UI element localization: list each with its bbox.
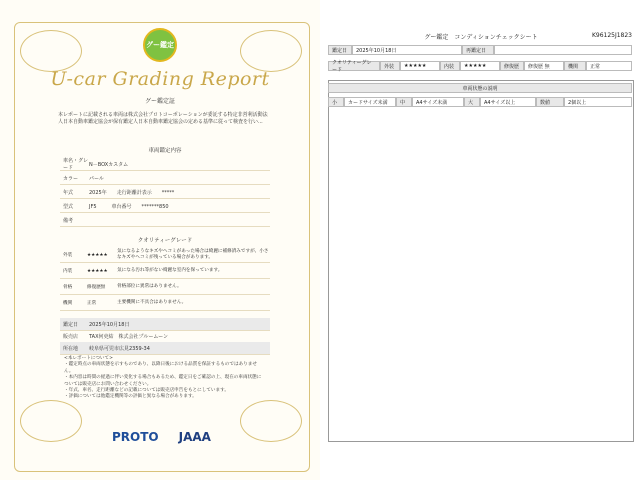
grade-value: ★★★★★ [460, 61, 500, 71]
state-outline [328, 80, 634, 442]
vehicle-row [60, 172, 270, 185]
row-label: 年式 [63, 189, 74, 196]
grade-value: ★★★★★ [400, 61, 440, 71]
condition-label: 骨格 [63, 285, 73, 290]
state-title: 車両状態の説明 [328, 83, 632, 93]
row-label: 型式 [63, 203, 74, 210]
legend-value: 2個以上 [564, 97, 632, 107]
logo-row [112, 430, 211, 444]
condition-desc: 気になるようなキズやヘコミがあった場合は綺麗に補修済みですが、小さなキズやヘコミが残っている場合があります。 [117, 249, 269, 260]
legend-row [328, 96, 632, 108]
row-value: TAX何吏結 株式会社プルームーン [89, 333, 168, 340]
grade-row [328, 60, 632, 72]
vehicle-row [60, 200, 270, 213]
legend-label: 小 [328, 97, 344, 107]
notes-title: <本レポートについて> [64, 356, 113, 361]
condition-rating: ★★★★★ [87, 268, 108, 274]
condition-desc: 主要機関に不具合はありません。 [117, 300, 187, 305]
grade-label: 外装 [380, 61, 400, 71]
note-line: ・年式、車名、走行距離などの記載については販売店申告をもとにしています。 [64, 388, 229, 394]
report-title: U-car Grading Report [50, 68, 270, 90]
intro-paragraph: 本レポートに記載される車両は株式会社プロトコーポレーションが委託する特定非営利活動法人日本自動車鑑定協会が保有鑑定人日本自動車鑑定協会の定める基準に従って検査を行い... [58, 112, 268, 125]
note-line: ・本内容は時間の経過に伴い変化する場合もあるため、鑑定日をご確認の上、現在の車両状態については販売店にお問い合わせください。 [64, 375, 262, 387]
date-label: 鑑定日 [328, 45, 352, 55]
condition-rating: ★★★★★ [87, 252, 108, 258]
appraisal-row [60, 342, 270, 355]
row-value: パール [89, 175, 104, 182]
grade-value: 修復歴 無 [524, 61, 564, 71]
sheet-title: グー鑑定 コンディションチェックシート [424, 34, 538, 41]
proto-logo: PROTO [112, 430, 159, 444]
row-value: 2025年10月18日 [89, 321, 130, 328]
flourish-bottom-right [240, 400, 302, 442]
recheck-label: 再鑑定日 [462, 45, 494, 55]
row-value: N－BOXカスタム [89, 161, 129, 168]
legend-label: 数値 [536, 97, 564, 107]
note-line: ・評価については他鑑定機関等の評価と異なる場合があります。 [64, 394, 197, 400]
grade-label: 修復歴 [500, 61, 524, 71]
grade-label: 機関 [564, 61, 586, 71]
legend-value: カードサイズ未満 [344, 97, 396, 107]
condition-desc: 骨格部位に異常はありません。 [117, 284, 182, 289]
row-label: 車名・グレード [63, 158, 89, 171]
row-value: 2025年 走行距離計表示 ***** [89, 189, 175, 196]
vehicle-row [60, 186, 270, 199]
condition-row [60, 248, 270, 263]
row-label: カラー [63, 175, 79, 182]
legend-label: 中 [396, 97, 412, 107]
condition-label: 機関 [63, 301, 73, 306]
state-title-row [328, 82, 632, 94]
condition-label: 内装 [63, 269, 73, 274]
condition-label: 外装 [63, 253, 73, 258]
sheet-number: K96125J1823 [591, 32, 632, 39]
condition-rating: 正常 [87, 301, 97, 306]
legend-value: A4サイズ未満 [412, 97, 464, 107]
vehicle-row [60, 214, 270, 227]
grade-label: クオリティーグレード [328, 61, 380, 71]
condition-row [60, 296, 270, 311]
row-value: 岐阜県可児市広見2359-34 [89, 345, 150, 352]
condition-row [60, 264, 270, 279]
vehicle-row [60, 158, 270, 171]
badge-label: グー鑑定 [146, 41, 174, 49]
quality-section-title: クオリティーグレード [137, 238, 193, 244]
notes-block [64, 356, 264, 401]
legend-label: 大 [464, 97, 480, 107]
row-label: 備考 [63, 217, 74, 224]
condition-desc: 気になる汚れ等がない綺麗な室内を保っています。 [117, 268, 223, 273]
condition-row [60, 280, 270, 295]
date-value: 2025年10月18日 [352, 45, 462, 55]
date-row [328, 44, 632, 56]
report-subtitle: グー鑑定証 [144, 98, 175, 105]
legend-value: A4サイズ以上 [480, 97, 536, 107]
row-label: 所在地 [63, 345, 79, 352]
row-label: 鑑定日 [63, 321, 79, 328]
goo-appraisal-badge [143, 28, 177, 62]
row-label: 販売店 [63, 333, 79, 340]
note-line: ・鑑定時点の車両状態を示すものであり、以降日後における品質を保証するものではありません。 [64, 362, 257, 374]
grade-value: 正常 [586, 61, 632, 71]
row-value: JF5 車台番号 *******850 [89, 203, 169, 210]
jaaa-logo: JAAA [178, 430, 211, 444]
condition-checksheet [322, 0, 640, 480]
vehicle-section-title: 車両鑑定内容 [148, 148, 182, 154]
flourish-top-left [20, 30, 82, 72]
flourish-bottom-left [20, 400, 82, 442]
recheck-value [494, 45, 632, 55]
flourish-top-right [240, 30, 302, 72]
condition-rating: 修復歴無 [87, 285, 106, 290]
grade-label: 内装 [440, 61, 460, 71]
